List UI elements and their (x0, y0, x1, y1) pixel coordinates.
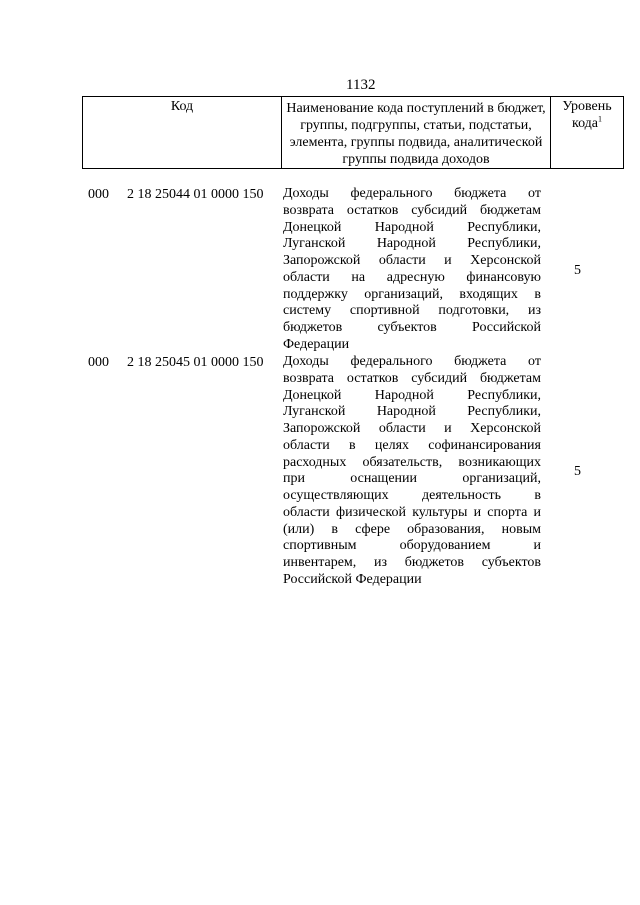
header-level-label: Уровень кода (562, 99, 612, 131)
name-line: Федерации (283, 336, 350, 352)
name-line: Донецкой Народной Республики, (283, 219, 541, 235)
header-code (83, 97, 282, 169)
table-row (82, 354, 608, 594)
income-code: 2 18 25045 01 0000 150 (127, 355, 264, 370)
admin-code: 000 (88, 355, 109, 370)
header-name-label: Наименование кода поступлений в бюджет, группы, подгруппы, статьи, подстатьи, элемента, группы подвида, аналитической группы подвида доходов (286, 101, 546, 167)
code-level: 5 (574, 464, 581, 479)
name-line: спортивным оборудованием и (283, 538, 541, 554)
header-row (83, 97, 624, 169)
name-line: расходных обязательств, возникающих (283, 454, 541, 470)
name-line: Запорожской области и Херсонской (283, 421, 541, 436)
code-level: 5 (574, 263, 581, 278)
footnote-marker: 1 (598, 114, 603, 124)
name-line: области физической культуры и спорта и (283, 504, 541, 520)
name-line: возврата остатков субсидий бюджетам (283, 370, 541, 386)
name-line: области на адресную финансовую (283, 269, 541, 285)
header-code-label: Код (170, 99, 194, 114)
admin-code: 000 (88, 187, 109, 202)
name-line: (или) в сфере образования, новым (283, 521, 541, 537)
income-code: 2 18 25044 01 0000 150 (127, 187, 264, 202)
name-line: Запорожской области и Херсонской (283, 253, 541, 268)
table-row (82, 186, 608, 356)
name-line: бюджетов субъектов Российской (283, 320, 541, 335)
name-line: Доходы федерального бюджета от (283, 354, 541, 369)
header-table (82, 96, 624, 169)
name-line: Российской Федерации (283, 571, 422, 587)
name-line: при оснащении организаций, (283, 471, 541, 487)
name-line: Доходы федерального бюджета от (283, 186, 541, 201)
page-number: 1132 (346, 77, 376, 93)
name-line: Луганской Народной Республики, (283, 236, 541, 252)
name-line: Луганской Народной Республики, (283, 404, 541, 420)
name-line: возврата остатков субсидий бюджетам (283, 202, 541, 218)
income-name (283, 354, 541, 589)
name-line: осуществляющих деятельность в (283, 488, 541, 503)
header-name (282, 97, 551, 169)
name-line: систему спортивной подготовки, из (283, 303, 541, 319)
name-line: Донецкой Народной Республики, (283, 387, 541, 403)
name-line: инвентарем, из бюджетов субъектов (283, 555, 541, 570)
header-level (551, 97, 624, 169)
income-name (283, 186, 541, 354)
name-line: поддержку организаций, входящих в (283, 286, 541, 302)
name-line: области в целях софинансирования (283, 437, 541, 453)
